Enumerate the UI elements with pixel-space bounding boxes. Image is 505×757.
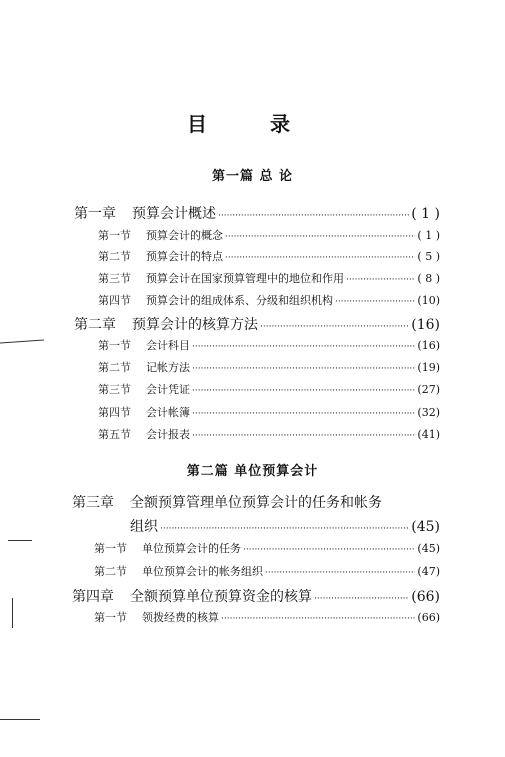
toc-entry-chapter-2 (74, 314, 440, 332)
part-heading-1: 第一篇 总 论 (211, 169, 294, 184)
page-number: (45) (417, 542, 440, 555)
toc-entry-section (98, 381, 440, 399)
page-number: (16) (411, 317, 440, 333)
leader-dots (260, 322, 409, 332)
leader-dots (218, 211, 409, 221)
toc-entry-section (94, 540, 440, 558)
toc-entry-section (98, 248, 440, 266)
section-title: 预算会计的组成体系、分级和组织机构 (146, 294, 333, 307)
toc-entry-chapter-continuation (130, 516, 440, 534)
toc-entry-section (98, 359, 440, 377)
scan-artifact-line (12, 598, 13, 628)
page-number: (47) (417, 565, 440, 578)
section-title: 单位预算会计的任务 (142, 542, 241, 555)
toc-entry-section (98, 404, 440, 422)
page-number: (27) (417, 383, 440, 396)
toc-entry-chapter-1 (74, 203, 440, 221)
page-number: (45) (411, 519, 440, 535)
leader-dots (314, 594, 409, 604)
section-number: 第四节 (98, 406, 131, 419)
toc-entry-chapter-4 (72, 586, 440, 604)
scan-artifact-line (0, 339, 44, 343)
section-title: 预算会计在国家预算管理中的地位和作用 (146, 272, 344, 285)
page-number: (16) (417, 339, 440, 352)
section-title: 记帐方法 (146, 361, 190, 374)
leader-dots (192, 364, 415, 374)
leader-dots (221, 614, 415, 624)
leader-dots (225, 253, 415, 263)
scan-artifact-line (0, 719, 40, 720)
page-number: (66) (411, 589, 440, 605)
leader-dots (265, 568, 415, 578)
page-number: (10) (417, 294, 440, 307)
leader-dots (335, 297, 415, 307)
toc-entry-section (98, 426, 440, 444)
section-title: 会计凭证 (146, 383, 190, 396)
section-title: 预算会计的特点 (146, 250, 223, 263)
toc-entry-section (98, 227, 440, 245)
toc-entry-chapter-3 (72, 492, 440, 510)
section-number: 第一节 (98, 339, 131, 352)
section-title: 会计报表 (146, 428, 190, 441)
section-number: 第一节 (94, 542, 127, 555)
scan-artifact-line (8, 540, 32, 541)
section-title: 单位预算会计的帐务组织 (142, 565, 263, 578)
section-number: 第五节 (98, 428, 131, 441)
page-number: (41) (417, 428, 440, 441)
page-number: ( 5 ) (417, 250, 440, 263)
toc-entry-section (94, 609, 440, 627)
section-number: 第一节 (94, 611, 127, 624)
chapter-title: 预算会计概述 (132, 206, 216, 222)
leader-dots (225, 232, 415, 242)
leader-dots (160, 524, 409, 534)
chapter-number: 第一章 (74, 206, 116, 222)
toc-entry-section (94, 563, 440, 581)
section-title: 领拨经费的核算 (142, 611, 219, 624)
section-number: 第三节 (98, 272, 131, 285)
page-title: 目 录 (187, 112, 318, 136)
toc-entry-section (98, 337, 440, 355)
chapter-title: 预算会计的核算方法 (132, 317, 258, 333)
toc-entry-section (98, 292, 440, 310)
leader-dots (243, 545, 415, 555)
page-number: (19) (417, 361, 440, 374)
leader-dots (192, 342, 415, 352)
chapter-number: 第三章 (72, 495, 114, 511)
section-number: 第一节 (98, 229, 131, 242)
leader-dots (192, 409, 415, 419)
section-number: 第二节 (98, 250, 131, 263)
chapter-number: 第四章 (72, 589, 114, 605)
leader-dots (346, 275, 415, 285)
page-number: ( 1 ) (417, 229, 440, 242)
chapter-title: 全额预算管理单位预算会计的任务和帐务 (130, 495, 382, 511)
section-number: 第三节 (98, 383, 131, 396)
page-number: (66) (417, 611, 440, 624)
part-heading-2: 第二篇 单位预算会计 (186, 464, 319, 479)
page-number: ( 8 ) (417, 272, 440, 285)
chapter-title-continuation: 组织 (130, 519, 158, 535)
section-title: 预算会计的概念 (146, 229, 223, 242)
section-number: 第四节 (98, 294, 131, 307)
leader-dots (192, 431, 415, 441)
page-number: ( 1 ) (411, 206, 440, 222)
section-title: 会计科目 (146, 339, 190, 352)
section-title: 会计帐簿 (146, 406, 190, 419)
toc-entry-section (98, 270, 440, 288)
page-number: (32) (417, 406, 440, 419)
chapter-title: 全额预算单位预算资金的核算 (130, 589, 312, 605)
section-number: 第二节 (94, 565, 127, 578)
chapter-number: 第二章 (74, 317, 116, 333)
leader-dots (192, 386, 415, 396)
section-number: 第二节 (98, 361, 131, 374)
